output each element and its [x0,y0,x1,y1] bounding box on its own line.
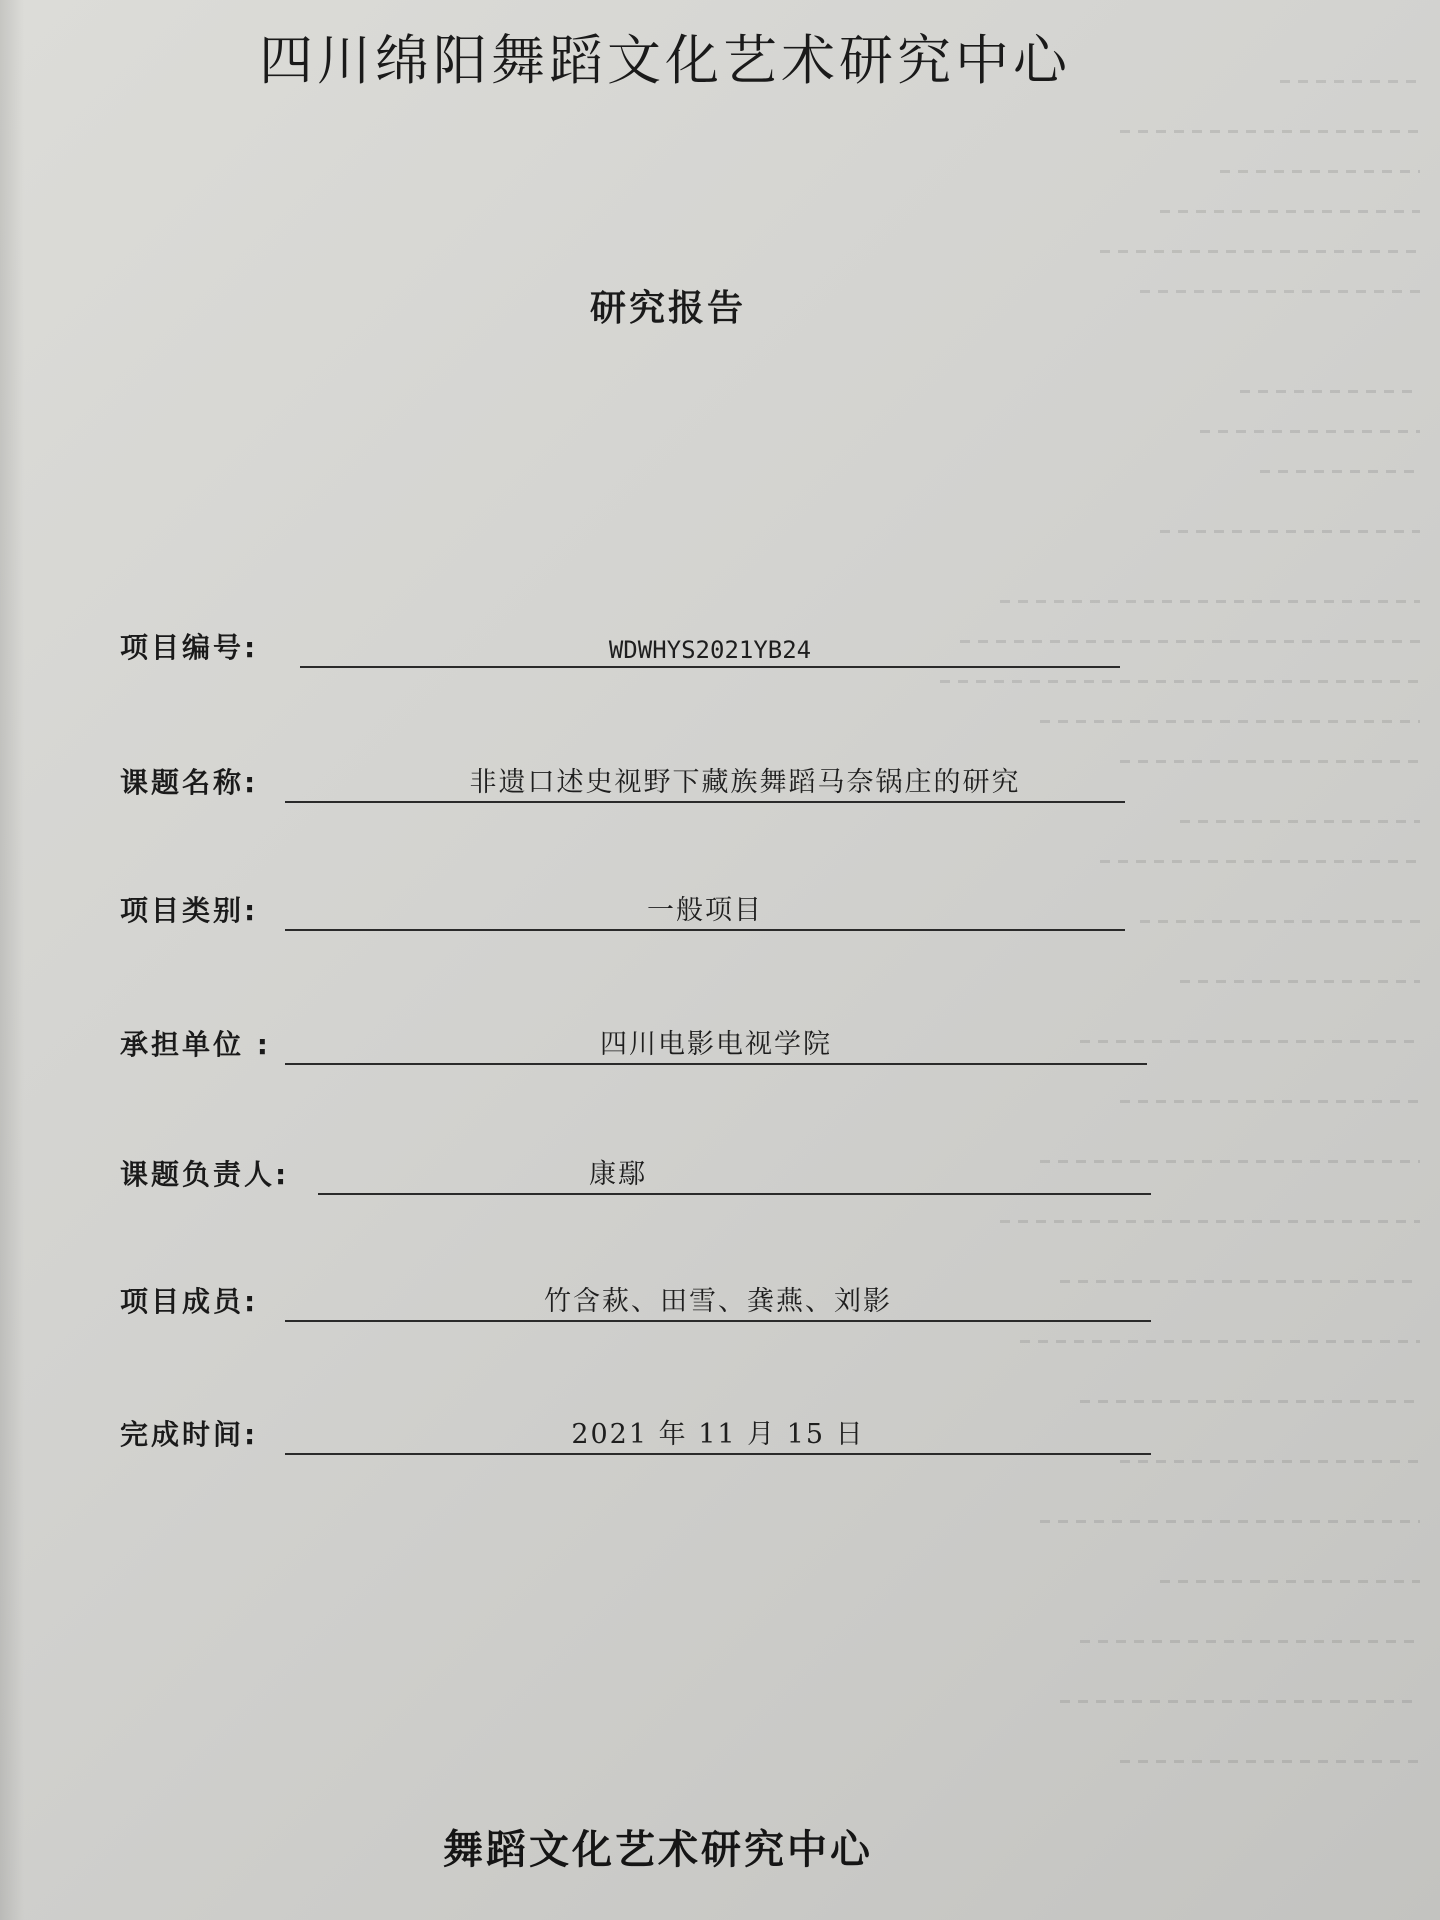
completion-date-row [120,1407,1160,1457]
project-members-value: 竹含萩、田雪、龚燕、刘影 [544,1286,892,1317]
completion-date-label: 完成时间: [120,1418,259,1451]
undertaking-unit-label: 承担单位 : [120,1028,271,1061]
project-number-value: WDWHYS2021YB24 [608,636,812,664]
completion-date-underline [285,1453,1151,1455]
principal-investigator-value: 康鄢 [589,1159,647,1190]
principal-investigator-label: 课题负责人: [120,1158,290,1191]
topic-name-value: 非遗口述史视野下藏族舞蹈马奈锅庄的研究 [469,767,1021,798]
project-members-label: 项目成员: [120,1285,259,1318]
undertaking-unit-underline [285,1063,1147,1065]
project-category-label: 项目类别: [120,894,259,927]
project-category-value: 一般项目 [647,895,763,926]
organization-header: 四川绵阳舞蹈文化艺术研究中心 [259,29,1071,92]
topic-name-row [120,755,1140,805]
footer-organization: 舞蹈文化艺术研究中心 [443,1827,873,1873]
project-number-row [120,620,1140,670]
project-category-row [120,883,1140,933]
project-number-label: 项目编号: [120,631,259,664]
report-title: 研究报告 [589,288,746,329]
principal-investigator-row [120,1147,1160,1197]
principal-investigator-underline [318,1193,1151,1195]
completion-date-value: 2021 年 11 月 15 日 [571,1419,865,1450]
topic-name-label: 课题名称: [120,766,259,799]
project-category-underline [285,929,1125,931]
project-members-underline [285,1320,1151,1322]
topic-name-underline [285,801,1125,803]
project-members-row [120,1274,1160,1324]
undertaking-unit-value: 四川电影电视学院 [600,1029,832,1060]
project-number-underline [300,666,1120,668]
undertaking-unit-row [120,1017,1160,1067]
